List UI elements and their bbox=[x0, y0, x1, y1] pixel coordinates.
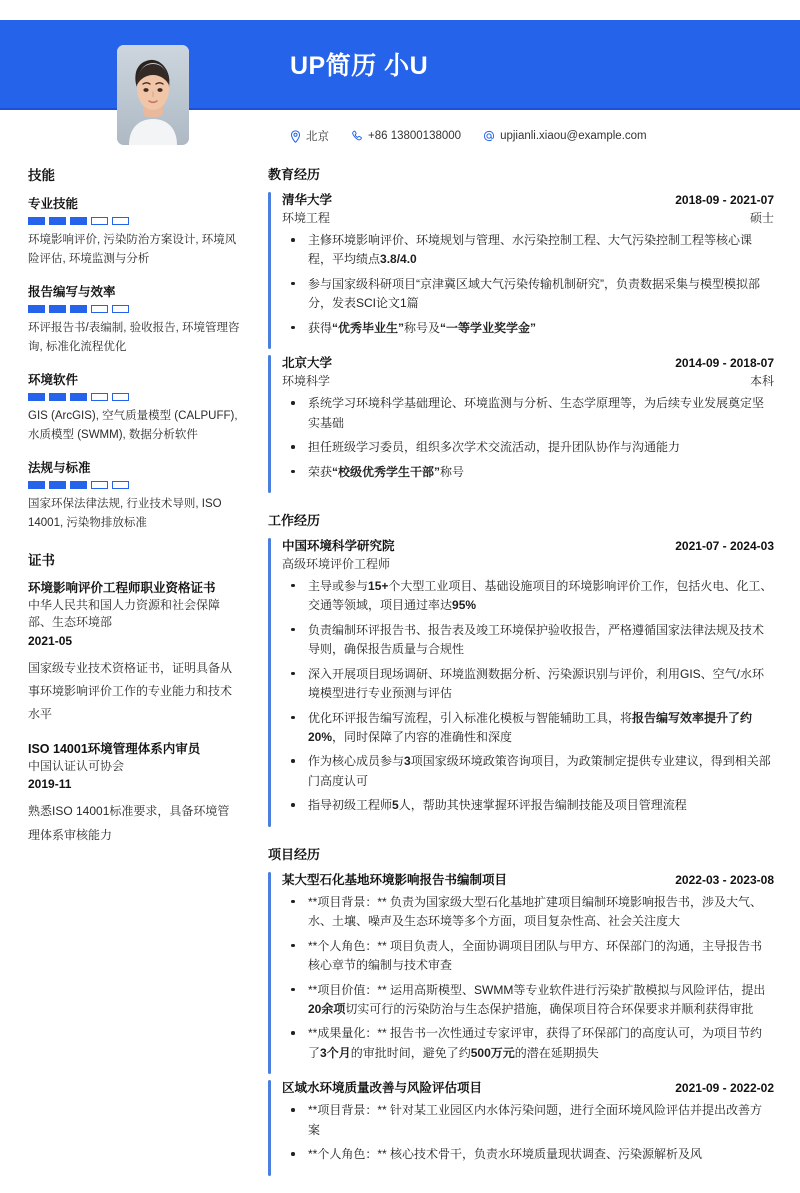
entry-header bbox=[282, 870, 774, 888]
bullet-item: **项目背景：** 负责为国家级大型石化基地扩建项目编制环境影响报告书，涉及大气、水、土壤、噪声及生态环境等多个方面，项目复杂性高、社会关注度大 bbox=[282, 893, 774, 932]
skill-segment bbox=[91, 217, 108, 225]
education-section bbox=[268, 164, 774, 497]
certificate-list bbox=[28, 579, 240, 847]
education-entry bbox=[268, 190, 774, 353]
company-name: 中国环境科学研究院 bbox=[282, 538, 395, 553]
education-bullets bbox=[282, 394, 774, 482]
project-date: 2021-09 - 2022-02 bbox=[675, 1081, 774, 1096]
certificate-title: 环境影响评价工程师职业资格证书 bbox=[28, 580, 216, 595]
skill-group bbox=[28, 370, 240, 445]
contact-email bbox=[483, 130, 647, 142]
bullet-item: 负责编制环评报告书、报告表及竣工环境保护验收报告，严格遵循国家法律法规及技术导则，确保报告质量与合规性 bbox=[282, 621, 774, 660]
skill-segment bbox=[28, 305, 45, 313]
education-date: 2014-09 - 2018-07 bbox=[675, 356, 774, 371]
skill-segment bbox=[70, 217, 87, 225]
skill-segment bbox=[28, 393, 45, 401]
sidebar bbox=[0, 164, 262, 863]
bullet-item: **成果量化：** 报告书一次性通过专家评审，获得了环保部门的高度认可，为项目节约了3个月的审批时间，避免了约500万元的潜在延期损失 bbox=[282, 1024, 774, 1063]
email-at-icon bbox=[483, 130, 495, 142]
work-section bbox=[268, 510, 774, 831]
skill-segment bbox=[91, 393, 108, 401]
skill-segment bbox=[28, 481, 45, 489]
bullet-item: 深入开展项目现场调研、环境监测数据分析、污染源识别与评价，利用GIS、空气/水环境模型进行专业预测与评估 bbox=[282, 665, 774, 704]
certificate-description: 国家级专业技术资格证书，证明具备从事环境影响评价工作的专业能力和技术水平 bbox=[28, 660, 233, 722]
bullet-item: 担任班级学习委员，组织多次学术交流活动，提升团队协作与沟通能力 bbox=[282, 438, 774, 457]
work-section-title: 工作经历 bbox=[268, 512, 321, 528]
degree-name: 硕士 bbox=[749, 211, 774, 225]
education-entry bbox=[268, 353, 774, 497]
skill-level-bar bbox=[28, 393, 240, 401]
education-entry-list bbox=[268, 190, 774, 497]
bullet-item: 系统学习环境科学基础理论、环境监测与分析、生态学原理等，为后续专业发展奠定坚实基础 bbox=[282, 394, 774, 433]
project-entry-list bbox=[268, 870, 774, 1180]
work-bullets bbox=[282, 577, 774, 816]
project-entry bbox=[268, 1078, 774, 1179]
skill-segment bbox=[70, 481, 87, 489]
skill-segment bbox=[112, 393, 129, 401]
skill-level-bar bbox=[28, 481, 240, 489]
skill-name: 法规与标准 bbox=[28, 460, 91, 475]
skill-description: 国家环保法律法规, 行业技术导则, ISO 14001, 污染物排放标准 bbox=[28, 497, 222, 529]
entry-header bbox=[282, 353, 774, 371]
skill-segment bbox=[49, 217, 66, 225]
bullet-item: **个人角色：** 核心技术骨干，负责水环境质量现状调查、污染源解析及风 bbox=[282, 1145, 774, 1164]
school-name: 清华大学 bbox=[282, 193, 333, 207]
bullet-item: 主导或参与15+个大型工业项目、基础设施项目的环境影响评价工作，包括火电、化工、交通等领域，项目通过率达95% bbox=[282, 577, 774, 616]
contact-phone-text: +86 13800138000 bbox=[368, 130, 462, 142]
projects-section-title: 项目经历 bbox=[268, 846, 321, 862]
skill-group bbox=[28, 194, 240, 269]
certificate-org: 中华人民共和国人力资源和社会保障部、生态环境部 bbox=[28, 597, 221, 630]
entry-header bbox=[282, 1078, 774, 1096]
bullet-item: **个人角色：** 项目负责人，全面协调项目团队与甲方、环保部门的沟通，主导报告书核心章节的编制与技术审查 bbox=[282, 937, 774, 976]
major-name: 环境科学 bbox=[282, 374, 331, 389]
skill-description: 环境影响评价, 污染防治方案设计, 环境风险评估, 环境监测与分析 bbox=[28, 234, 237, 265]
contact-phone bbox=[351, 130, 461, 142]
work-entry bbox=[268, 536, 774, 831]
certificate-description: 熟悉ISO 14001标准要求，具备环境管理体系审核能力 bbox=[28, 804, 230, 842]
project-name: 区域水环境质量改善与风险评估项目 bbox=[282, 1081, 483, 1096]
entry-subheader bbox=[282, 372, 774, 389]
skill-group bbox=[28, 458, 240, 533]
bullet-item: 作为核心成员参与3项国家级环境政策咨询项目，为政策制定提供专业建议，得到相关部门高度认可 bbox=[282, 752, 774, 791]
project-name: 某大型石化基地环境影响报告书编制项目 bbox=[282, 872, 508, 887]
skill-segment bbox=[112, 217, 129, 225]
bullet-item: 荣获“校级优秀学生干部”称号 bbox=[282, 463, 774, 482]
resume-name: UP简历 小U bbox=[290, 52, 429, 80]
project-entry bbox=[268, 870, 774, 1079]
profile-photo bbox=[117, 45, 189, 145]
project-date: 2022-03 - 2023-08 bbox=[675, 872, 774, 887]
skill-name: 专业技能 bbox=[28, 197, 79, 211]
education-date: 2018-09 - 2021-07 bbox=[675, 193, 774, 207]
certificate-title: ISO 14001环境管理体系内审员 bbox=[28, 741, 201, 756]
skill-segment bbox=[49, 481, 66, 489]
bullet-item: 主修环境影响评价、环境规划与管理、水污染控制工程、大气污染控制工程等核心课程，平均绩点3.8/4.0 bbox=[282, 231, 774, 270]
skills-section-title: 技能 bbox=[28, 168, 55, 183]
contact-email-text: upjianli.xiaou@example.com bbox=[500, 130, 647, 142]
entry-header bbox=[282, 536, 774, 554]
work-entry-list bbox=[268, 536, 774, 831]
job-title: 高级环境评价工程师 bbox=[282, 556, 391, 571]
certificates-section bbox=[28, 549, 240, 847]
certificate-item bbox=[28, 740, 240, 847]
skill-segment bbox=[28, 217, 45, 225]
phone-icon bbox=[351, 130, 363, 142]
bullet-item: 获得“优秀毕业生”称号及“一等学业奖学金” bbox=[282, 319, 774, 338]
work-date: 2021-07 - 2024-03 bbox=[675, 538, 774, 553]
skill-segment bbox=[112, 481, 129, 489]
skill-segment bbox=[112, 305, 129, 313]
certificates-section-title: 证书 bbox=[28, 552, 55, 568]
projects-section bbox=[268, 844, 774, 1180]
degree-name: 本科 bbox=[749, 374, 774, 389]
skill-segment bbox=[49, 393, 66, 401]
contact-location bbox=[290, 128, 329, 144]
bullet-item: 指导初级工程师5人，帮助其快速掌握环评报告编制技能及项目管理流程 bbox=[282, 796, 774, 815]
resume-body bbox=[0, 150, 800, 1193]
skill-segment bbox=[49, 305, 66, 313]
skill-name: 环境软件 bbox=[28, 372, 79, 387]
certificate-date: 2021-05 bbox=[28, 633, 73, 648]
skill-segment bbox=[91, 481, 108, 489]
major-name: 环境工程 bbox=[282, 211, 331, 225]
certificate-date: 2019-11 bbox=[28, 777, 72, 792]
skill-segment bbox=[70, 393, 87, 401]
main-column bbox=[262, 164, 800, 1193]
skill-description: 环评报告书/表编制, 验收报告, 环境管理咨询, 标准化流程优化 bbox=[28, 321, 240, 353]
school-name: 北京大学 bbox=[282, 356, 333, 371]
entry-header bbox=[282, 190, 774, 208]
project-bullets bbox=[282, 1101, 774, 1164]
entry-subheader bbox=[282, 209, 774, 226]
skill-segment bbox=[70, 305, 87, 313]
skill-group bbox=[28, 282, 240, 357]
certificate-org: 中国认证认可协会 bbox=[28, 758, 125, 773]
skill-description: GIS (ArcGIS), 空气质量模型 (CALPUFF), 水质模型 (SWMM), 数据分析软件 bbox=[28, 409, 238, 441]
bullet-item: **项目价值：** 运用高斯模型、SWMM等专业软件进行污染扩散模拟与风险评估，提出20余项切实可行的污染防治与生态保护措施，确保项目符合环保要求并顺利获得审批 bbox=[282, 981, 774, 1020]
bullet-item: 参与国家级科研项目“京津冀区域大气污染传输机制研究”，负责数据采集与模型模拟部分，发表SCI论文1篇 bbox=[282, 275, 774, 314]
skill-segment bbox=[91, 305, 108, 313]
education-section-title: 教育经历 bbox=[268, 167, 321, 182]
location-pin-icon bbox=[290, 130, 301, 143]
skill-level-bar bbox=[28, 217, 240, 225]
education-bullets bbox=[282, 231, 774, 338]
bullet-item: **项目背景：** 针对某工业园区内水体污染问题，进行全面环境风险评估并提出改善方案 bbox=[282, 1101, 774, 1140]
skill-group-list bbox=[28, 194, 240, 533]
certificate-item bbox=[28, 579, 240, 727]
bullet-item: 优化环评报告编写流程，引入标准化模板与智能辅助工具，将报告编写效率提升了约20%，同时保障了内容的准确性和深度 bbox=[282, 709, 774, 748]
skills-section bbox=[28, 164, 240, 533]
entry-subheader bbox=[282, 555, 774, 572]
project-bullets bbox=[282, 893, 774, 1064]
skill-name: 报告编写与效率 bbox=[28, 284, 116, 299]
skill-level-bar bbox=[28, 305, 240, 313]
contact-location-text: 北京 bbox=[306, 131, 329, 143]
